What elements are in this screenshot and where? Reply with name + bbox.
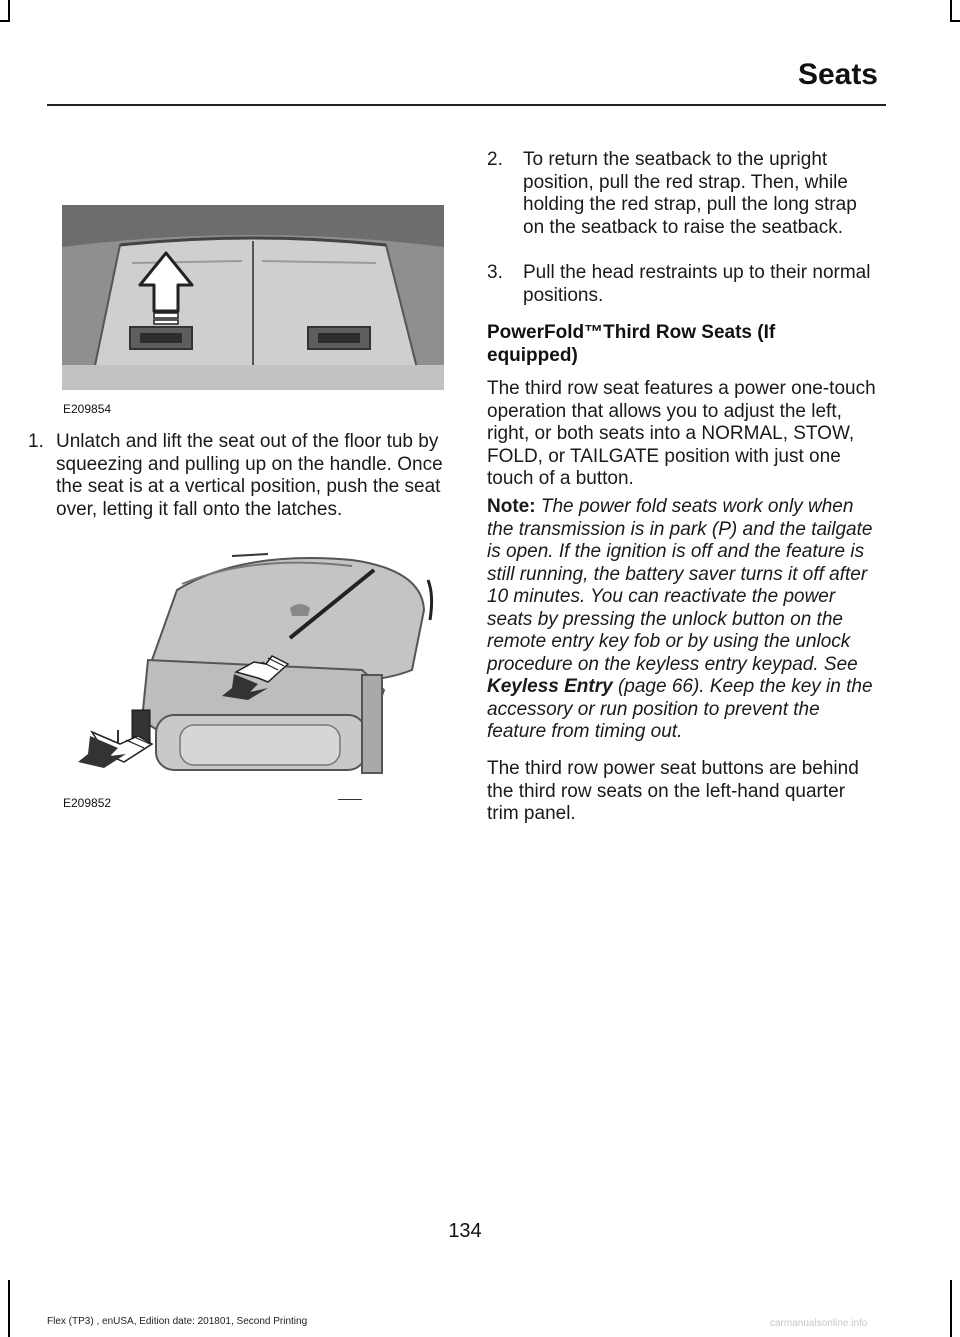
step-number: 2. — [487, 149, 503, 170]
step-text: To return the seatback to the upright position, pull the red strap. Then, while holding the red strap, pull the long strap on the seatback to raise the seatback. — [523, 149, 857, 238]
crop-mark — [8, 0, 10, 22]
step-number: 3. — [487, 262, 503, 283]
note-label: Note: — [487, 496, 536, 517]
figure-code: E209852 — [63, 796, 112, 810]
section-heading: PowerFold™Third Row Seats (If equipped) — [487, 322, 776, 366]
crop-mark — [950, 20, 960, 22]
step-2 — [487, 149, 880, 239]
seat-lift-illustration — [62, 550, 444, 800]
note-paragraph — [487, 496, 880, 744]
note-text: (page 66). Keep the key in the accessory or run position to prevent the feature from timing out. — [487, 676, 873, 742]
cross-reference-link[interactable]: Keyless Entry — [487, 676, 613, 697]
step-3 — [487, 262, 880, 307]
figure-cargo-area — [62, 205, 444, 390]
intro-paragraph: The third row seat features a power one-touch operation that allows you to adjust the left, right, or both seats into a NORMAL, STOW, FOLD, or TAILGATE position with just one touch of a button. — [487, 378, 876, 489]
step-text: Unlatch and lift the seat out of the floor tub by squeezing and pulling up on the handle. Once the seat is at a vertical position, push the seat over, letting it fall onto the latches. — [56, 431, 443, 520]
crop-mark — [950, 1280, 952, 1337]
closing-paragraph: The third row power seat buttons are behind the third row seats on the left-hand quarter trim panel. — [487, 758, 859, 824]
watermark: carmanualsonline.info — [770, 1318, 868, 1329]
figure-code: E209854 — [63, 402, 112, 416]
crop-mark — [8, 1280, 10, 1337]
crop-mark — [950, 0, 952, 22]
step-text: Pull the head restraints up to their normal positions. — [523, 262, 871, 306]
cargo-floor-illustration — [62, 205, 444, 390]
figure-seat-lift — [62, 550, 444, 800]
note-text: The power fold seats work only when the transmission is in park (P) and the tailgate is open. If the ignition is off and the feature is still running, the battery saver turns it off after 10 minutes. You can reactivate the power seats by pressing the unlock button on the remote entry key fob or by using the unlock procedure on the keyless entry keypad. See — [487, 496, 873, 675]
title-divider — [47, 104, 886, 106]
step-1 — [28, 431, 446, 521]
step-number: 1. — [28, 431, 44, 452]
page-number: 134 — [448, 1220, 482, 1242]
footer-edition: Flex (TP3) , enUSA, Edition date: 201801, Second Printing — [47, 1316, 308, 1327]
crop-mark — [0, 20, 10, 22]
page-title: Seats — [797, 58, 878, 91]
